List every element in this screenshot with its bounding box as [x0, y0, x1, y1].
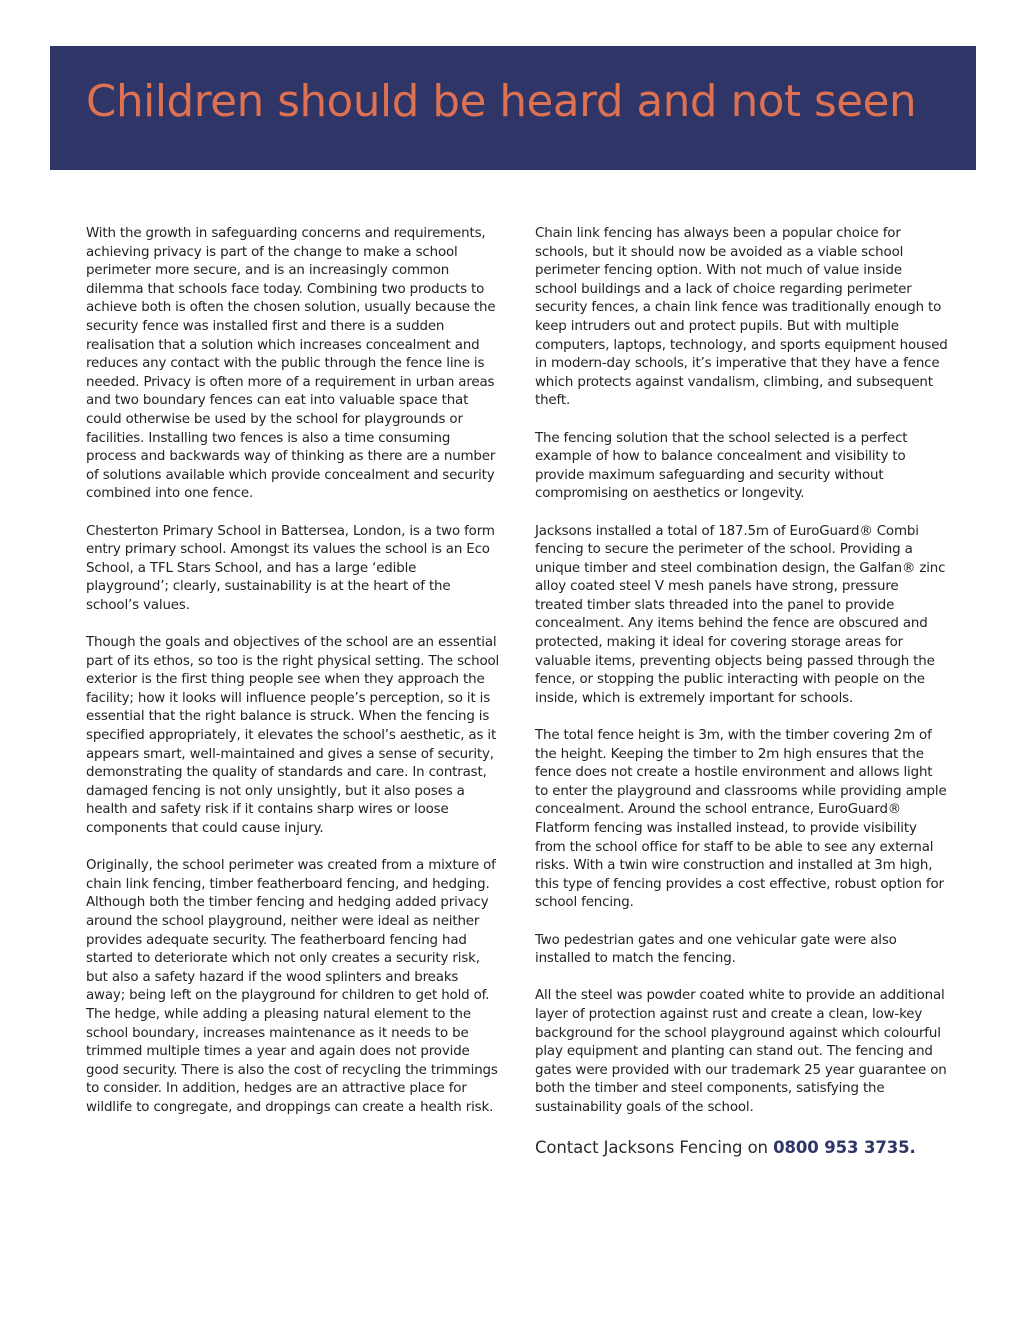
- body-paragraph: With the growth in safeguarding concerns and requirements, achieving privacy is part of the change to make a school perimeter more secure, and is an increasingly common dilemma that schools face today. Combining two products to achieve both is often the chosen solution, usually because the security fence was installed first and there is a sudden realisation that a solution which increases concealment and reduces any contact with the public through the fence line is needed. Privacy is often more of a requirement in urban areas and two boundary fences can eat into valuable space that could otherwise be used by the school for playgrounds or facilities. Installing two fences is also a time consuming process and backwards way of thinking as there are a number of solutions available which provide concealment and security combined into one fence.: [86, 226, 496, 502]
- left-column: [86, 225, 501, 1136]
- body-paragraph: Originally, the school perimeter was created from a mixture of chain link fencing, timber featherboard fencing, and hedging. Although both the timber fencing and hedging added privacy around the school playground, neither were ideal as neither provides adequate security. The featherboard fencing had started to deteriorate which not only creates a security risk, but also a safety hazard if the wood splinters and breaks away; being left on the playground for children to get hold of. The hedge, while adding a pleasing natural element to the school boundary, increases maintenance as it needs to be trimmed multiple times a year and again does not provide good security. There is also the cost of recycling the trimmings to consider. In addition, hedges are an attractive place for wildlife to congregate, and droppings can create a health risk.: [86, 858, 498, 1115]
- contact-prefix: Contact Jacksons Fencing on: [535, 1138, 774, 1158]
- body-paragraph: All the steel was powder coated white to provide an additional layer of protection against rust and create a clean, low-key background for the school playground against which colourful play equipment and planting can stand out. The fencing and gates were provided with our trademark 25 year guarantee on both the timber and steel components, satisfying the sustainability goals of the school.: [535, 988, 947, 1115]
- body-paragraph: Chesterton Primary School in Battersea, London, is a two form entry primary school. Amongst its values the school is an Eco School, a TFL Stars School, and has a large ‘edible playground’; clearly, sustainability is at the heart of the school’s values.: [86, 523, 495, 613]
- body-paragraph: Two pedestrian gates and one vehicular gate were also installed to match the fencing.: [535, 932, 897, 967]
- body-paragraph: Chain link fencing has always been a popular choice for schools, but it should now be avoided as a viable school perimeter fencing option. With not much of value inside school buildings and a lack of choice regarding perimeter security fences, a chain link fence was traditionally enough to keep intruders out and protect pupils. But with multiple computers, laptops, technology, and sports equipment housed in modern-day schools, it’s imperative that they have a fence which protects against vandalism, climbing, and subsequent theft.: [535, 226, 948, 409]
- contact-phone: 0800 953 3735.: [773, 1138, 916, 1158]
- body-paragraph: The fencing solution that the school selected is a perfect example of how to balance concealment and visibility to provide maximum safeguarding and security without compromising on aesthetics or longevity.: [535, 430, 908, 502]
- body-paragraph: Jacksons installed a total of 187.5m of EuroGuard® Combi fencing to secure the perimeter of the school. Providing a unique timber and steel combination design, the Galfan® zinc alloy coated steel V mesh panels have strong, pressure treated timber slats threaded into the panel to provide concealment. Any items behind the fence are obscured and protected, making it ideal for covering storage areas for valuable items, preventing objects being passed through the fence, or stopping the public interacting with people on the inside, which is extremely important for schools.: [535, 523, 946, 706]
- body-paragraph: The total fence height is 3m, with the timber covering 2m of the height. Keeping the timber to 2m high ensures that the fence does not create a hostile environment and allows light to enter the playground and classrooms while providing ample concealment. Around the school entrance, EuroGuard® Flatform fencing was installed instead, to provide visibility from the school office for staff to be able to see any external risks. With a twin wire construction and installed at 3m high, this type of fencing provides a cost effective, robust option for school fencing.: [535, 728, 947, 911]
- contact-line: [535, 1136, 948, 1160]
- title-banner: [50, 46, 976, 170]
- body-paragraph: Though the goals and objectives of the school are an essential part of its ethos, so too is the right physical setting. The school exterior is the first thing people see when they approach the facility; how it looks will influence people’s perception, so it is essential that the right balance is struck. When the fencing is specified appropriately, it elevates the school’s aesthetic, as it appears smart, well-maintained and gives a sense of security, demonstrating the quality of standards and care. In contrast, damaged fencing is not only unsightly, but it also poses a health and safety risk if it contains sharp wires or loose components that could cause injury.: [86, 635, 500, 836]
- page-title: Children should be heard and not seen: [86, 77, 917, 127]
- right-column: [535, 225, 948, 1160]
